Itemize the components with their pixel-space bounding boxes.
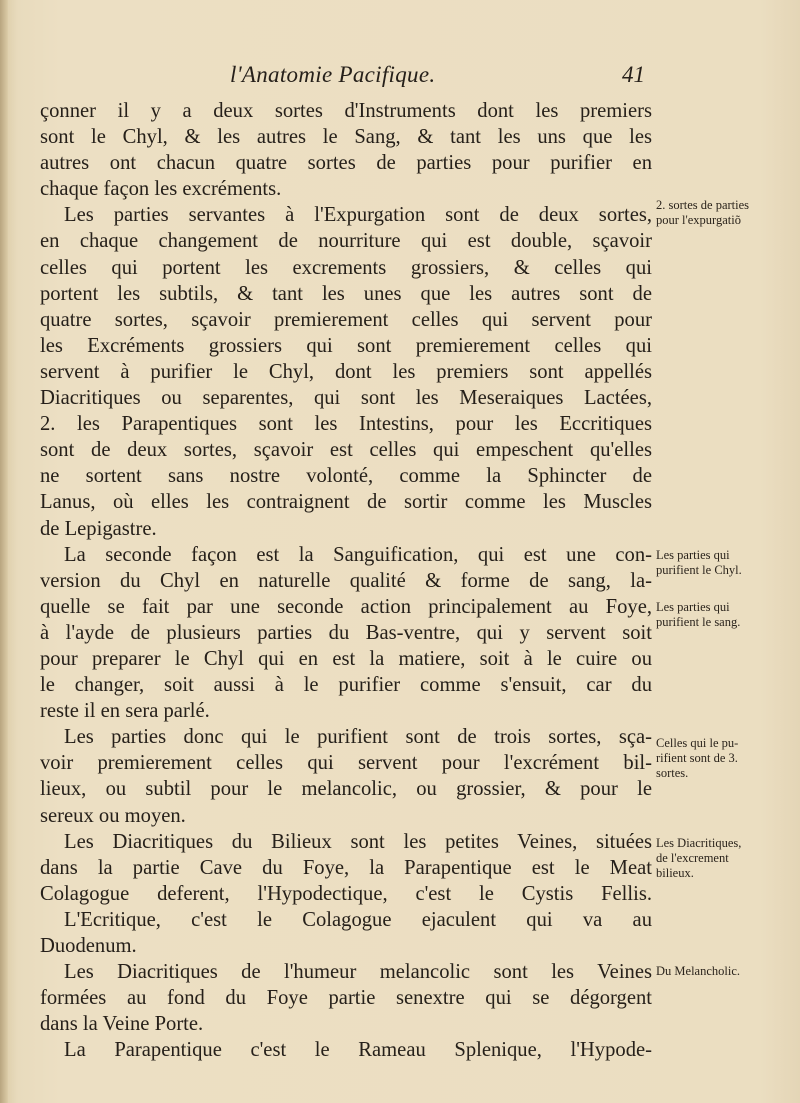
margin-note-line: Les parties qui (656, 548, 730, 562)
text-line: quatre sortes, sçavoir premierement celles qui servent pour (40, 308, 652, 331)
binding-edge (0, 0, 8, 1103)
text-line: reste il en sera parlé. (40, 700, 210, 723)
text-line: voir premierement celles qui servent pour l'excrément bil- (40, 752, 652, 775)
text-line: version du Chyl en naturelle qualité & forme de sang, la- (40, 569, 652, 592)
margin-note-line: sortes. (656, 766, 689, 780)
margin-note-line: Du Melancholic. (656, 964, 741, 978)
text-line: Les Diacritiques de l'humeur melancolic sont les Veines (64, 961, 652, 984)
margin-note (656, 736, 796, 781)
text-line: Lanus, où elles les contraignent de sortir comme les Muscles (40, 491, 652, 514)
text-line: en chaque changement de nourriture qui est double, sçavoir (40, 230, 652, 253)
text-line: le changer, soit aussi à le purifier comme s'ensuit, car du (40, 674, 652, 697)
margin-note (656, 836, 796, 881)
text-line: lieux, ou subtil pour le melancolic, ou grossier, & pour le (40, 778, 652, 801)
text-line: 2. les Parapentiques sont les Intestins, pour les Eccritiques (40, 413, 652, 436)
margin-note-line: purifient le sang. (656, 615, 741, 629)
margin-note-line: pour l'expurgatiõ (656, 213, 741, 227)
text-line: à l'ayde de plusieurs parties du Bas-ventre, qui y servent soit (40, 621, 652, 644)
text-line: La seconde façon est la Sanguification, qui est une con- (64, 543, 652, 566)
text-line: Colagogue deferent, l'Hypodectique, c'est le Cystis Fellis. (40, 882, 652, 905)
text-line: quelle se fait par une seconde action principalement au Foye, (40, 595, 652, 618)
text-line: autres ont chacun quatre sortes de parties pour purifier en (40, 152, 652, 175)
text-line: dans la partie Cave du Foye, la Parapentique est le Meat (40, 856, 652, 879)
text-line: sont le Chyl, & les autres le Sang, & tant les uns que les (40, 126, 652, 149)
margin-note-line: rifient sont de 3. (656, 751, 738, 765)
text-line: celles qui portent les excrements grossiers, & celles qui (40, 256, 652, 279)
text-line: Diacritiques ou separentes, qui sont les Meseraiques Lactées, (40, 387, 652, 410)
text-line: portent les subtils, & tant les unes que les autres sont de (40, 282, 652, 305)
text-line: çonner il y a deux sortes d'Instruments dont les premiers (40, 100, 652, 122)
text-line: pour preparer le Chyl qui en est la matiere, soit à le cuire ou (40, 647, 652, 670)
text-line: sereux ou moyen. (40, 804, 186, 827)
text-line: servent à purifier le Chyl, dont les premiers sont appellés (40, 360, 652, 383)
margin-note (656, 548, 796, 578)
margin-note-line: Les Diacritiques, (656, 836, 742, 850)
text-line: Duodenum. (40, 935, 137, 957)
text-line: chaque façon les excréments. (40, 178, 282, 201)
text-line: les Excréments grossiers qui sont premierement celles qui (40, 334, 652, 357)
text-line: de Lepigastre. (40, 517, 157, 540)
main-text-block (40, 98, 652, 1063)
margin-note (656, 964, 796, 979)
page-number: 41 (622, 62, 645, 87)
margin-note-line: de l'excrement (656, 851, 729, 865)
margin-note-line: Les parties qui (656, 600, 730, 614)
margin-note-line: bilieux. (656, 866, 694, 880)
text-line: Les parties servantes à l'Expurgation sont de deux sortes, (64, 204, 652, 227)
text-line: sont de deux sortes, sçavoir est celles qui empeschent qu'elles (40, 439, 652, 462)
margin-note-line: Celles qui le pu- (656, 736, 739, 750)
running-head-title: l'Anatomie Pacifique. (230, 62, 436, 87)
text-line: Les parties donc qui le purifient sont de trois sortes, sça- (64, 726, 652, 749)
text-line: formées au fond du Foye partie senextre qui se dégorgent (40, 987, 652, 1010)
margin-note-line: 2. sortes de parties (656, 198, 750, 212)
margin-note (656, 600, 796, 630)
margin-note-line: purifient le Chyl. (656, 563, 742, 577)
text-line: La Parapentique c'est le Rameau Splenique, l'Hypode- (64, 1039, 652, 1062)
text-line: L'Ecritique, c'est le Colagogue ejaculent qui va au (64, 908, 652, 931)
text-line: ne sortent sans nostre volonté, comme la Sphincter de (40, 465, 652, 488)
margin-note (656, 198, 796, 228)
text-line: dans la Veine Porte. (40, 1013, 204, 1036)
running-head (0, 62, 800, 92)
text-line: Les Diacritiques du Bilieux sont les petites Veines, situées (64, 830, 652, 853)
